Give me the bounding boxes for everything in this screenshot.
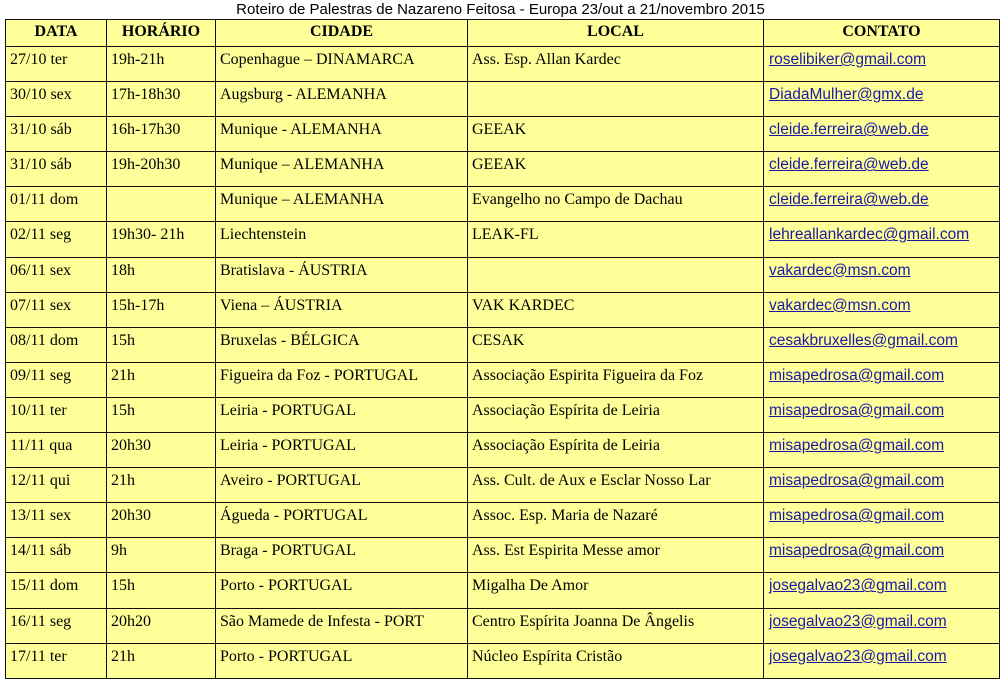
cell-horario: 15h bbox=[107, 327, 216, 362]
cell-cidade: Porto - PORTUGAL bbox=[216, 573, 468, 608]
contact-email-link[interactable]: cleide.ferreira@web.de bbox=[769, 121, 929, 139]
table-row bbox=[6, 222, 1000, 257]
table-row bbox=[6, 397, 1000, 432]
contact-email-link[interactable]: vakardec@msn.com bbox=[769, 261, 911, 279]
cell-cidade: Bruxelas - BÉLGICA bbox=[216, 327, 468, 362]
contact-email-link[interactable]: misapedrosa@gmail.com bbox=[769, 401, 945, 419]
cell-data: 10/11 ter bbox=[6, 397, 107, 432]
cell-local: Ass. Esp. Allan Kardec bbox=[468, 47, 764, 82]
header-horario: HORÁRIO bbox=[107, 20, 216, 47]
cell-cidade: Munique - ALEMANHA bbox=[216, 117, 468, 152]
cell-data: 16/11 seg bbox=[6, 608, 107, 643]
cell-local: Associação Espirita Figueira da Foz bbox=[468, 362, 764, 397]
table-row bbox=[6, 608, 1000, 643]
cell-data: 15/11 dom bbox=[6, 573, 107, 608]
cell-local: Centro Espírita Joanna De Ângelis bbox=[468, 608, 764, 643]
cell-cidade: Munique – ALEMANHA bbox=[216, 152, 468, 187]
document-title: Roteiro de Palestras de Nazareno Feitosa - Europa 23/out a 21/novembro 2015 bbox=[236, 1, 765, 18]
cell-local: CESAK bbox=[468, 327, 764, 362]
cell-horario: 19h30- 21h bbox=[107, 222, 216, 257]
cell-cidade: Liechtenstein bbox=[216, 222, 468, 257]
cell-data: 31/10 sáb bbox=[6, 117, 107, 152]
cell-cidade: Leiria - PORTUGAL bbox=[216, 433, 468, 468]
table-row bbox=[6, 47, 1000, 82]
table-row bbox=[6, 257, 1000, 292]
table-row bbox=[6, 152, 1000, 187]
cell-contato bbox=[764, 538, 1000, 573]
table-row bbox=[6, 643, 1000, 678]
cell-contato bbox=[764, 117, 1000, 152]
table-row bbox=[6, 292, 1000, 327]
cell-horario: 21h bbox=[107, 468, 216, 503]
cell-horario bbox=[107, 187, 216, 222]
cell-horario: 21h bbox=[107, 643, 216, 678]
header-row bbox=[6, 20, 1000, 47]
cell-local bbox=[468, 257, 764, 292]
contact-email-link[interactable]: misapedrosa@gmail.com bbox=[769, 472, 945, 490]
cell-cidade: Munique – ALEMANHA bbox=[216, 187, 468, 222]
header-contato: CONTATO bbox=[764, 20, 1000, 47]
cell-horario: 20h30 bbox=[107, 433, 216, 468]
cell-local: GEEAK bbox=[468, 117, 764, 152]
cell-contato bbox=[764, 433, 1000, 468]
cell-cidade: Braga - PORTUGAL bbox=[216, 538, 468, 573]
cell-cidade: Águeda - PORTUGAL bbox=[216, 503, 468, 538]
cell-contato bbox=[764, 397, 1000, 432]
table-row bbox=[6, 433, 1000, 468]
table-row bbox=[6, 327, 1000, 362]
contact-email-link[interactable]: misapedrosa@gmail.com bbox=[769, 542, 945, 560]
cell-horario: 15h-17h bbox=[107, 292, 216, 327]
cell-local: VAK KARDEC bbox=[468, 292, 764, 327]
table-row bbox=[6, 538, 1000, 573]
contact-email-link[interactable]: vakardec@msn.com bbox=[769, 296, 911, 314]
contact-email-link[interactable]: josegalvao23@gmail.com bbox=[769, 647, 947, 665]
cell-horario: 19h-20h30 bbox=[107, 152, 216, 187]
lecture-schedule-table bbox=[5, 19, 1000, 679]
schedule-body bbox=[6, 47, 1000, 679]
cell-horario: 17h-18h30 bbox=[107, 82, 216, 117]
contact-email-link[interactable]: misapedrosa@gmail.com bbox=[769, 507, 945, 525]
cell-local: Associação Espírita de Leiria bbox=[468, 433, 764, 468]
cell-contato bbox=[764, 152, 1000, 187]
contact-email-link[interactable]: josegalvao23@gmail.com bbox=[769, 577, 947, 595]
contact-email-link[interactable]: cleide.ferreira@web.de bbox=[769, 191, 929, 209]
cell-cidade: Aveiro - PORTUGAL bbox=[216, 468, 468, 503]
cell-contato bbox=[764, 47, 1000, 82]
table-row bbox=[6, 573, 1000, 608]
cell-horario: 21h bbox=[107, 362, 216, 397]
cell-horario: 9h bbox=[107, 538, 216, 573]
cell-data: 08/11 dom bbox=[6, 327, 107, 362]
cell-horario: 19h-21h bbox=[107, 47, 216, 82]
cell-contato bbox=[764, 327, 1000, 362]
cell-horario: 18h bbox=[107, 257, 216, 292]
cell-data: 17/11 ter bbox=[6, 643, 107, 678]
cell-data: 12/11 qui bbox=[6, 468, 107, 503]
cell-local: LEAK-FL bbox=[468, 222, 764, 257]
cell-contato bbox=[764, 362, 1000, 397]
cell-horario: 20h30 bbox=[107, 503, 216, 538]
cell-horario: 20h20 bbox=[107, 608, 216, 643]
cell-cidade: São Mamede de Infesta - PORT bbox=[216, 608, 468, 643]
cell-cidade: Leiria - PORTUGAL bbox=[216, 397, 468, 432]
cell-local: Migalha De Amor bbox=[468, 573, 764, 608]
cell-data: 06/11 sex bbox=[6, 257, 107, 292]
cell-data: 11/11 qua bbox=[6, 433, 107, 468]
cell-contato bbox=[764, 187, 1000, 222]
cell-cidade: Copenhague – DINAMARCA bbox=[216, 47, 468, 82]
cell-contato bbox=[764, 468, 1000, 503]
contact-email-link[interactable]: cesakbruxelles@gmail.com bbox=[769, 331, 958, 349]
cell-local: Ass. Est Espirita Messe amor bbox=[468, 538, 764, 573]
header-cidade: CIDADE bbox=[216, 20, 468, 47]
cell-cidade: Augsburg - ALEMANHA bbox=[216, 82, 468, 117]
cell-cidade: Porto - PORTUGAL bbox=[216, 643, 468, 678]
contact-email-link[interactable]: roselibiker@gmail.com bbox=[769, 51, 926, 68]
table-row bbox=[6, 503, 1000, 538]
header-data: DATA bbox=[6, 20, 107, 47]
header-local: LOCAL bbox=[468, 20, 764, 47]
contact-email-link[interactable]: misapedrosa@gmail.com bbox=[769, 437, 945, 455]
table-row bbox=[6, 187, 1000, 222]
cell-cidade: Bratislava - ÁUSTRIA bbox=[216, 257, 468, 292]
table-row bbox=[6, 468, 1000, 503]
cell-contato bbox=[764, 643, 1000, 678]
cell-data: 14/11 sáb bbox=[6, 538, 107, 573]
contact-email-link[interactable]: misapedrosa@gmail.com bbox=[769, 366, 945, 384]
cell-local bbox=[468, 82, 764, 117]
cell-cidade: Viena – ÁUSTRIA bbox=[216, 292, 468, 327]
cell-horario: 16h-17h30 bbox=[107, 117, 216, 152]
cell-contato bbox=[764, 222, 1000, 257]
cell-contato bbox=[764, 82, 1000, 117]
cell-local: Assoc. Esp. Maria de Nazaré bbox=[468, 503, 764, 538]
cell-local: GEEAK bbox=[468, 152, 764, 187]
contact-email-link[interactable]: DiadaMulher@gmx.de bbox=[769, 86, 924, 104]
table-row bbox=[6, 117, 1000, 152]
table-row bbox=[6, 82, 1000, 117]
cell-data: 13/11 sex bbox=[6, 503, 107, 538]
cell-data: 30/10 sex bbox=[6, 82, 107, 117]
cell-cidade: Figueira da Foz - PORTUGAL bbox=[216, 362, 468, 397]
cell-data: 31/10 sáb bbox=[6, 152, 107, 187]
cell-data: 02/11 seg bbox=[6, 222, 107, 257]
cell-data: 27/10 ter bbox=[6, 47, 107, 82]
contact-email-link[interactable]: lehreallankardec@gmail.com bbox=[769, 226, 970, 244]
cell-local: Núcleo Espírita Cristão bbox=[468, 643, 764, 678]
cell-data: 07/11 sex bbox=[6, 292, 107, 327]
cell-data: 09/11 seg bbox=[6, 362, 107, 397]
cell-local: Ass. Cult. de Aux e Esclar Nosso Lar bbox=[468, 468, 764, 503]
cell-local: Evangelho no Campo de Dachau bbox=[468, 187, 764, 222]
cell-contato bbox=[764, 292, 1000, 327]
cell-local: Associação Espírita de Leiria bbox=[468, 397, 764, 432]
cell-horario: 15h bbox=[107, 397, 216, 432]
contact-email-link[interactable]: josegalvao23@gmail.com bbox=[769, 612, 947, 630]
cell-contato bbox=[764, 503, 1000, 538]
cell-contato bbox=[764, 257, 1000, 292]
cell-contato bbox=[764, 608, 1000, 643]
cell-contato bbox=[764, 573, 1000, 608]
contact-email-link[interactable]: cleide.ferreira@web.de bbox=[769, 156, 929, 174]
cell-data: 01/11 dom bbox=[6, 187, 107, 222]
cell-horario: 15h bbox=[107, 573, 216, 608]
table-row bbox=[6, 362, 1000, 397]
